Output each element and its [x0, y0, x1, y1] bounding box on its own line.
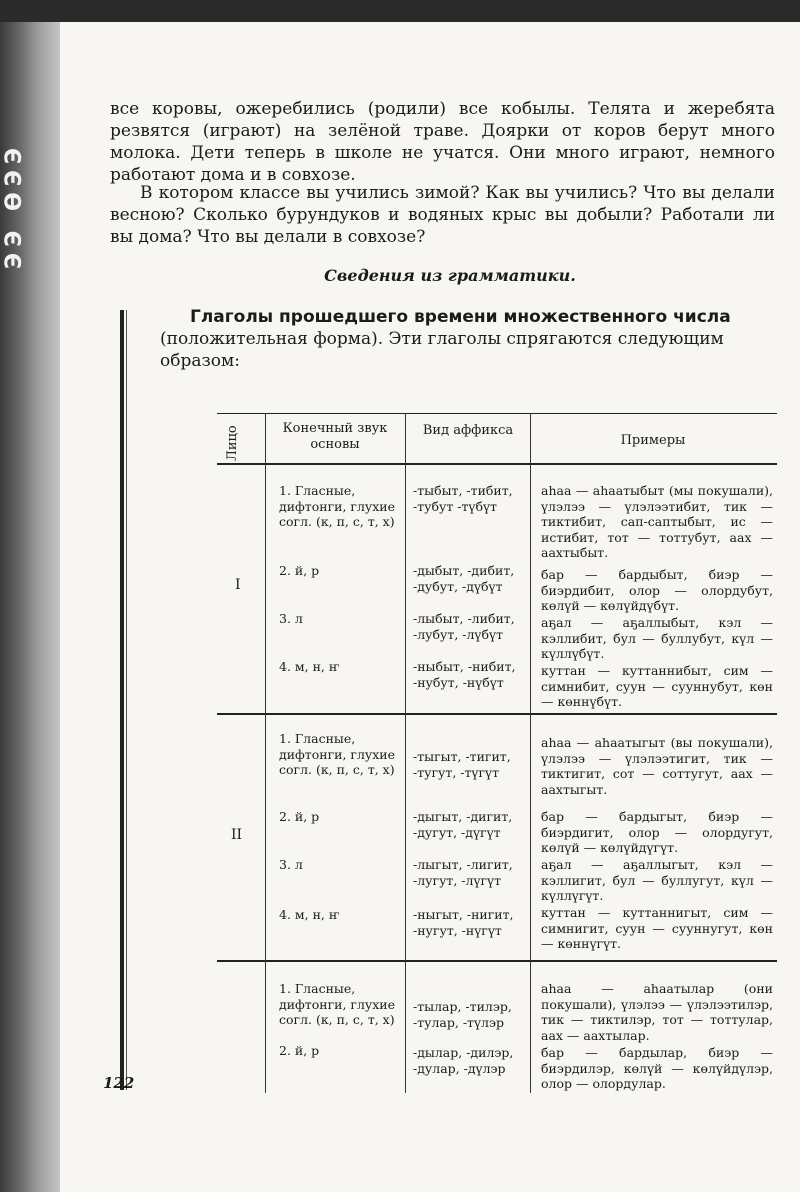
row-III-affix-1: -тылар, -тилэр, -тулар, -түлэр [413, 999, 512, 1030]
row-II-affix-4: -ныгыт, -нигит, -нугут, -нүгүт [413, 907, 514, 938]
row-II-affix-3: -лыгыт, -лигит, -лугут, -лүгүт [413, 857, 513, 888]
book-spine [0, 22, 62, 1192]
row-divider-1 [217, 713, 777, 715]
grammar-heading-bold: Глаголы прошедшего времени множественного числа [190, 307, 731, 327]
row-I-sound-2: 2. й, р [279, 563, 320, 578]
row-II-sound-2: 2. й, р [279, 809, 320, 824]
row-II-example-4: куттан — куттаннигыт, сим — симнигит, суун — сууннугут, көн — көннүгүт. [541, 905, 773, 951]
row-II-affix-2: -дыгыт, -дигит, -дугут, -дүгүт [413, 809, 513, 840]
paragraph-2: В котором классе вы учились зимой? Как вы учились? Что вы делали весною? Сколько бурундуков и водяных крыс вы добыли? Работали ли вы дома? Что вы делали в совхозе? [110, 183, 775, 247]
row-III-affix-2: -дылар, -дилэр, -дулар, -дүлэр [413, 1045, 514, 1076]
row-I-affix-2: -дыбыт, -дибит, -дубут, -дүбүт [413, 563, 515, 594]
row-I-affix-1: -тыбыт, -тибит, -тубут -түбүт [413, 483, 513, 514]
row-I-example-4: куттан — куттаннибыт, сим — симнибит, суун — сууннубут, көн — көннүбүт. [541, 663, 773, 709]
section-title: Сведения из грамматики. [324, 266, 576, 285]
margin-rule-heavy [120, 310, 124, 1090]
row-III-sound-1: 1. Гласные, дифтонги, глухие согл. (к, п, с, т, х) [279, 981, 396, 1027]
row-person-II: II [231, 827, 243, 843]
paragraph-1: все коровы, ожеребились (родили) все кобылы. Телята и жеребята резвятся (играют) на зелёной траве. Доярки от коров берут много молока. Дети теперь в школе не учатся. Они много играют, немного работают дома и в совхозе. [110, 99, 775, 185]
row-II-sound-1: 1. Гласные, дифтонги, глухие согл. (к, п, с, т, х) [279, 731, 396, 777]
row-II-example-3: аҕал — аҕаллыгыт, кэл — кэллигит, бул — буллугут, күл — күллүгүт. [541, 857, 773, 903]
row-II-sound-3: 3. л [279, 857, 303, 872]
top-dark-edge [0, 0, 800, 22]
row-II-affix-1: -тыгыт, -тигит, -тугут, -түгүт [413, 749, 511, 780]
row-I-affix-4: -ныбыт, -нибит, -нубут, -нүбүт [413, 659, 516, 690]
row-I-example-1: аһаа — аһаатыбыт (мы покушали), үлэлээ — үлэлээтибит, тик — тиктибит, сап-саптыбыт, ис — истибит, тот — тоттубут, аах — аахтыбыт. [541, 483, 773, 560]
row-III-example-1: аһаа — аһаатылар (они покушали), үлэлээ — үлэлээтилэр, тик — тиктилэр, тот — тоттулар, аах — аахтылар. [541, 981, 773, 1043]
header-affix: Вид аффикса [422, 423, 514, 438]
margin-rule-thin [126, 310, 127, 1090]
conjugation-table [155, 395, 780, 1095]
spine-text: ЭЭ ӨЭЭ [2, 142, 27, 269]
row-I-example-2: бар — бардыбыт, биэр — биэрдибит, олор — олордубут, көлүй — көлүйдүбүт. [541, 567, 773, 613]
table-top-rule [217, 413, 777, 414]
col-rule-1 [265, 413, 266, 1093]
page-number: 122 [103, 1074, 135, 1092]
table-header-rule [217, 463, 777, 465]
row-person-I: I [235, 577, 241, 593]
row-II-sound-4: 4. м, н, ҥ [279, 907, 340, 922]
col-rule-2 [405, 413, 406, 1093]
grammar-heading-rest: (положительная форма). Эти глаголы спрягаются следующим образом: [160, 329, 724, 371]
row-I-sound-4: 4. м, н, ҥ [279, 659, 340, 674]
row-II-example-1: аһаа — аһаатыгыт (вы покушали), үлэлээ — үлэлээтигит, тик — тиктигит, сот — соттугут, аах — аахтыгыт. [541, 735, 773, 797]
row-I-example-3: аҕал — аҕаллыбыт, кэл — кэллибит, бул — буллубут, күл — күллүбүт. [541, 615, 773, 661]
header-person: Лицо [225, 425, 240, 461]
row-III-sound-2: 2. й, р [279, 1043, 320, 1058]
row-I-affix-3: -лыбыт, -либит, -лубут, -лүбүт [413, 611, 515, 642]
row-I-sound-3: 3. л [279, 611, 303, 626]
row-III-example-2: бар — бардылар, биэр — биэрдилэр, көлүй — көлүйдүлэр, олор — олордулар. [541, 1045, 773, 1091]
row-II-example-2: бар — бардыгыт, биэр — биэрдигит, олор — олордугут, көлүй — көлүйдүгүт. [541, 809, 773, 855]
col-rule-3 [530, 413, 531, 1093]
header-final-sound: Конечный звук основы [282, 421, 388, 452]
row-divider-2 [217, 960, 777, 962]
header-examples: Примеры [620, 433, 686, 448]
row-I-sound-1: 1. Гласные, дифтонги, глухие согл. (к, п, с, т, х) [279, 483, 396, 529]
grammar-heading [160, 306, 775, 372]
